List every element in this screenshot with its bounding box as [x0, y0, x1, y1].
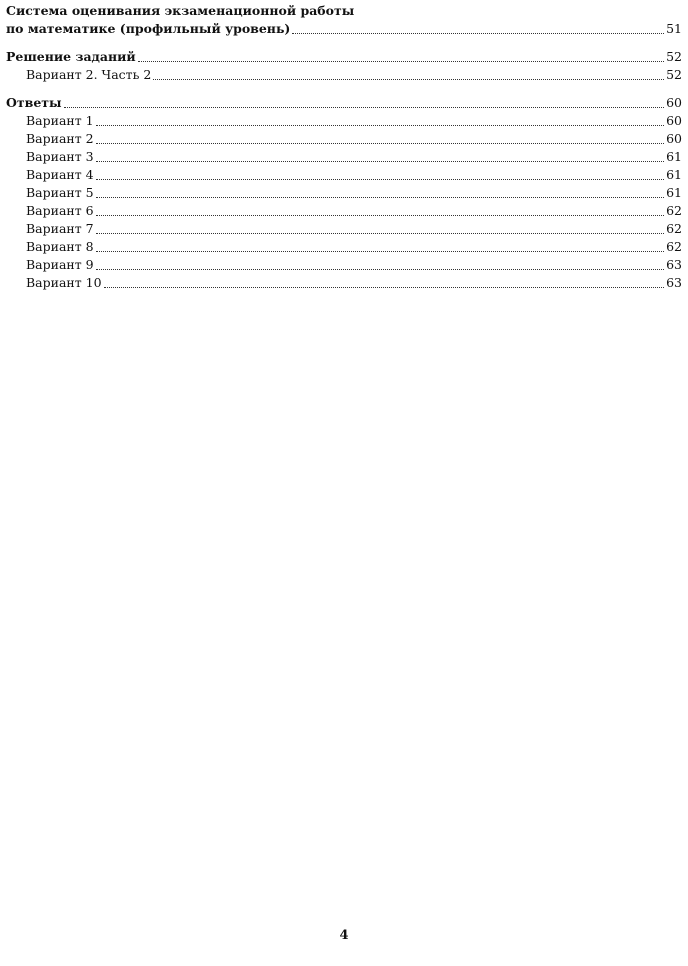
toc-entry[interactable]: [6, 256, 682, 274]
toc-page-number: 63: [666, 275, 682, 290]
toc-entry[interactable]: [6, 220, 682, 238]
dot-leader: [96, 125, 664, 126]
toc-item-label: Вариант 10: [26, 275, 102, 290]
dot-leader: [64, 107, 665, 108]
toc-item-label: Вариант 7: [26, 221, 94, 236]
toc-page-number: 61: [666, 167, 682, 182]
toc-section-system: [6, 2, 682, 38]
dot-leader: [153, 79, 664, 80]
toc-item-label: Вариант 5: [26, 185, 94, 200]
toc-page-number: 60: [666, 113, 682, 128]
dot-leader: [96, 161, 664, 162]
toc-entry[interactable]: [6, 166, 682, 184]
toc-item-label: Вариант 3: [26, 149, 94, 164]
toc-item-label: Вариант 9: [26, 257, 94, 272]
toc-entry[interactable]: [6, 48, 682, 66]
toc-page-number: 51: [666, 21, 682, 36]
toc-heading-line: Система оценивания экзаменационной работы: [6, 3, 355, 18]
toc-heading: Ответы: [6, 95, 62, 110]
toc-page-number: 61: [666, 149, 682, 164]
toc-item-label: Вариант 8: [26, 239, 94, 254]
toc-entry[interactable]: [6, 94, 682, 112]
toc-entry[interactable]: [6, 202, 682, 220]
dot-leader: [96, 179, 664, 180]
toc-page-number: 63: [666, 257, 682, 272]
toc-entry[interactable]: [6, 238, 682, 256]
dot-leader: [96, 233, 664, 234]
dot-leader: [96, 215, 664, 216]
toc-entry[interactable]: [6, 20, 682, 38]
toc-section-answers: [6, 94, 682, 292]
toc-page-number: 52: [666, 49, 682, 64]
dot-leader: [96, 269, 664, 270]
toc-page-number: 52: [666, 67, 682, 82]
toc-page-number: 62: [666, 239, 682, 254]
toc-entry[interactable]: [6, 112, 682, 130]
toc-page-number: 60: [666, 131, 682, 146]
toc-entry[interactable]: [6, 130, 682, 148]
dot-leader: [96, 197, 664, 198]
toc-item-label: Вариант 4: [26, 167, 94, 182]
dot-leader: [96, 251, 664, 252]
dot-leader: [138, 61, 664, 62]
dot-leader: [292, 33, 664, 34]
table-of-contents: [6, 2, 682, 302]
toc-entry[interactable]: [6, 66, 682, 84]
toc-item-label: Вариант 2. Часть 2: [26, 67, 152, 82]
toc-entry[interactable]: [6, 274, 682, 292]
dot-leader: [104, 287, 665, 288]
toc-entry[interactable]: [6, 184, 682, 202]
dot-leader: [96, 143, 664, 144]
toc-item-label: Вариант 1: [26, 113, 94, 128]
toc-item-label: Вариант 6: [26, 203, 94, 218]
toc-page-number: 62: [666, 221, 682, 236]
toc-page-number: 62: [666, 203, 682, 218]
page-number: 4: [339, 928, 349, 943]
toc-item-label: Вариант 2: [26, 131, 94, 146]
toc-page-number: 61: [666, 185, 682, 200]
toc-heading: Решение заданий: [6, 49, 136, 64]
toc-entry[interactable]: [6, 148, 682, 166]
toc-page-number: 60: [666, 95, 682, 110]
toc-heading-line: по математике (профильный уровень): [6, 21, 291, 36]
toc-section-solutions: [6, 48, 682, 84]
